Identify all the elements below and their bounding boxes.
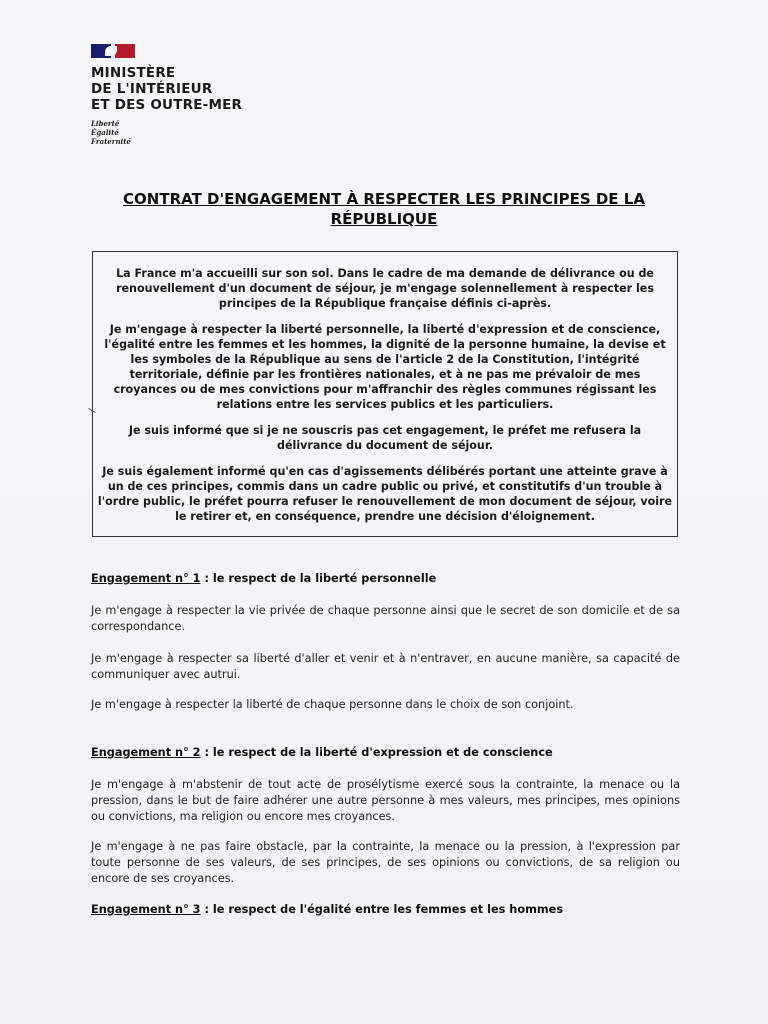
ministry-name	[91, 65, 242, 113]
motto-liberte: Liberté	[91, 119, 120, 128]
engagement-1-paragraph-3: Je m'engage à respecter la liberté de chaque personne dans le choix de son conjoint.	[91, 698, 574, 711]
motto-egalite: Égalité	[91, 128, 119, 137]
engagement-2-label: Engagement n° 2	[91, 746, 201, 759]
ministry-logo	[91, 44, 242, 146]
engagement-2-paragraph-2: Je m'engage à ne pas faire obstacle, par la contrainte, la menace ou la pression, à l'expression par toute personne de ses valeurs, de ses principes, de ses opinions ou convictions, de sa religion ou encore de ses croyances.	[91, 840, 680, 885]
engagement-2-paragraph-1: Je m'engage à m'abstenir de tout acte de prosélytisme exercé sous la contrainte, la menace ou la pression, dans le but de faire adhérer une autre personne à mes valeurs, mes principes, mes opinions ou convictions, ma religion ou encore mes croyances.	[91, 778, 680, 823]
engagement-1-title: : le respect de la liberté personnelle	[200, 572, 437, 585]
engagement-3-label: Engagement n° 3	[91, 903, 201, 916]
motto-fraternite: Fraternité	[91, 137, 131, 146]
ministry-line-2: DE L'INTÉRIEUR	[91, 81, 213, 97]
engagement-1-heading	[91, 572, 680, 585]
engagement-1-paragraph-1: Je m'engage à respecter la vie privée de chaque personne ainsi que le secret de son domicile et de sa correspondance.	[91, 604, 680, 633]
engagement-1-label: Engagement n° 1	[91, 572, 201, 585]
engagement-2-heading	[91, 746, 680, 759]
preamble-box	[92, 251, 678, 537]
preamble-paragraph-1: La France m'a accueilli sur son sol. Dans le cadre de ma demande de délivrance ou de renouvellement d'un document de séjour, je m'engage solennellement à respecter les principes de la République française définis ci-après.	[116, 267, 654, 310]
preamble-paragraph-3: Je suis informé que si je ne souscris pas cet engagement, le préfet me refusera la délivrance du document de séjour.	[128, 424, 642, 452]
engagement-1-paragraph-2: Je m'engage à respecter sa liberté d'aller et venir et à n'entraver, en aucune manière, sa capacité de communiquer avec autrui.	[91, 652, 680, 681]
republic-motto	[91, 119, 242, 146]
ministry-line-1: MINISTÈRE	[91, 65, 176, 81]
engagement-3-title: : le respect de l'égalité entre les femmes et les hommes	[200, 903, 564, 916]
preamble-paragraph-4: Je suis également informé qu'en cas d'agissements délibérés portant une atteinte grave à un de ces principes, commis dans un cadre public ou privé, et constitutifs d'un trouble à l'ordre public, le préfet pourra refuser le renouvellement de mon document de séjour, voire le retirer et, en conséquence, prendre une décision d'éloignement.	[97, 465, 673, 523]
document-title: CONTRAT D'ENGAGEMENT À RESPECTER LES PRINCIPES DE LA RÉPUBLIQUE	[123, 190, 645, 228]
ministry-line-3: ET DES OUTRE-MER	[91, 97, 243, 113]
engagement-2-title: : le respect de la liberté d'expression et de conscience	[200, 746, 553, 759]
marianne-flag-icon	[91, 44, 135, 58]
engagement-3-heading	[91, 903, 680, 916]
preamble-paragraph-2: Je m'engage à respecter la liberté personnelle, la liberté d'expression et de conscience, l'égalité entre les femmes et les hommes, la dignité de la personne humaine, la devise et les symboles de la République au sens de l'article 2 de la Constitution, l'intégrité territoriale, définie par les frontières nationales, et à ne pas me prévaloir de mes croyances ou de mes convictions pour m'affranchir des règles communes régissant les relations entre les services publics et les particuliers.	[104, 323, 666, 411]
